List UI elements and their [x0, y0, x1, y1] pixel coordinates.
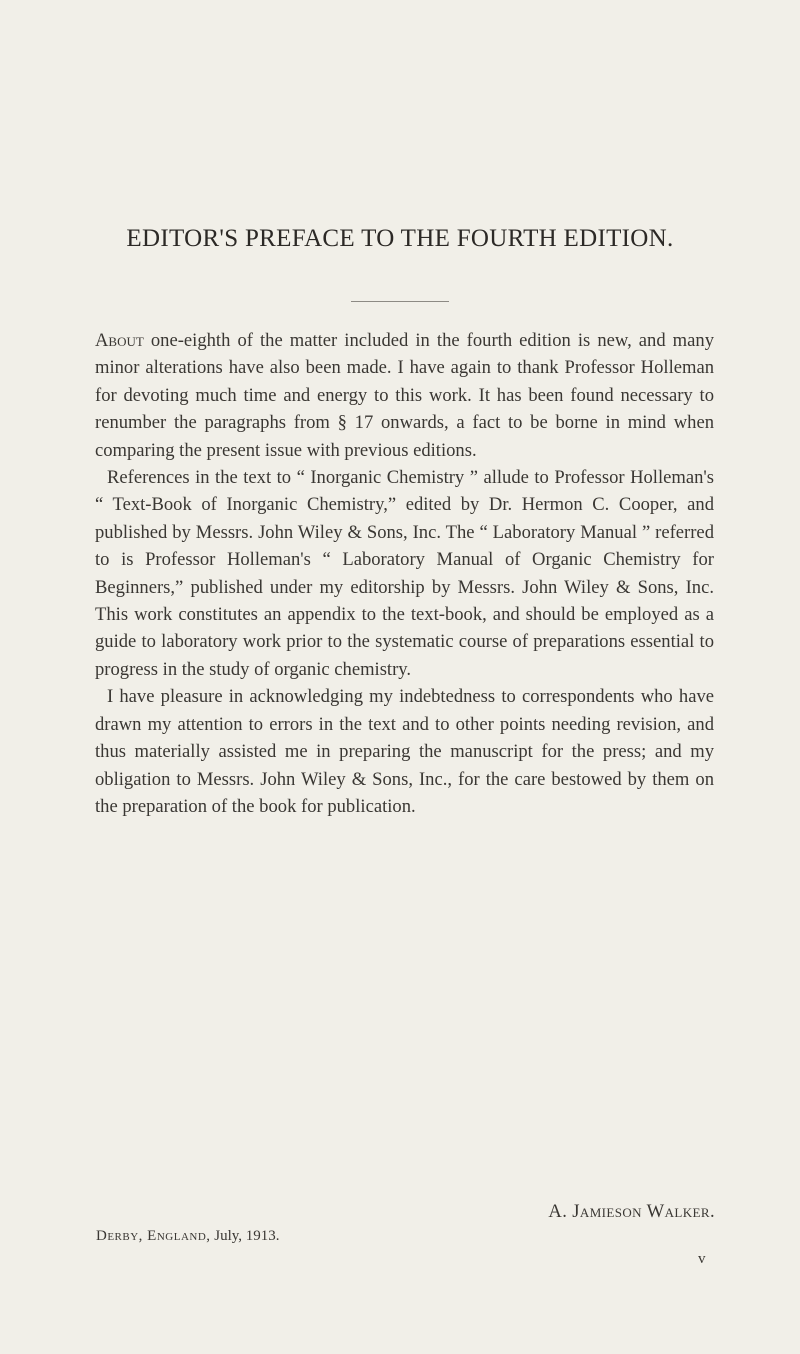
- place: Derby, England,: [96, 1228, 211, 1244]
- paragraph-1-text: one-eighth of the matter included in the fourth edition is new, and many minor alterations have also been made. I have again to thank Professor Holleman for devoting much time and energy to this work. It has been found necessary to renumber the paragraphs from § 17 onwards, a fact to be borne in mind when comparing the present issue with previous editions.: [95, 330, 714, 461]
- place-date-line: [96, 1228, 280, 1245]
- author-signature: A. Jamieson Walker.: [548, 1201, 715, 1222]
- paragraph-2: References in the text to “ Inorganic Chemistry ” allude to Professor Holleman's “ Text-Book of Inorganic Chemistry,” edited by Dr. Hermon C. Cooper, and published by Messrs. John Wiley & Sons, Inc. The “ Laboratory Manual ” referred to is Professor Holleman's “ Laboratory Manual of Organic Chemistry for Beginners,” published under my editorship by Messrs. John Wiley & Sons, Inc. This work constitutes an appendix to the text-book, and should be employed as a guide to laboratory work prior to the systematic course of preparations essential to progress in the study of organic chemistry.: [95, 467, 714, 680]
- paragraph-lead-in: About: [95, 330, 144, 351]
- page-number: v: [698, 1251, 706, 1267]
- date: July, 1913.: [214, 1228, 280, 1244]
- preface-body: [95, 327, 714, 820]
- paragraph-3: I have pleasure in acknowledging my indebtedness to correspondents who have drawn my attention to errors in the text and to other points needing revision, and thus materially assisted me in preparing the manuscript for the press; and my obligation to Messrs. John Wiley & Sons, Inc., for the care bestowed by them on the preparation of the book for publication.: [95, 686, 714, 817]
- paragraph-1: [95, 327, 714, 464]
- title-divider: [351, 301, 449, 302]
- page-title: EDITOR'S PREFACE TO THE FOURTH EDITION.: [126, 225, 674, 252]
